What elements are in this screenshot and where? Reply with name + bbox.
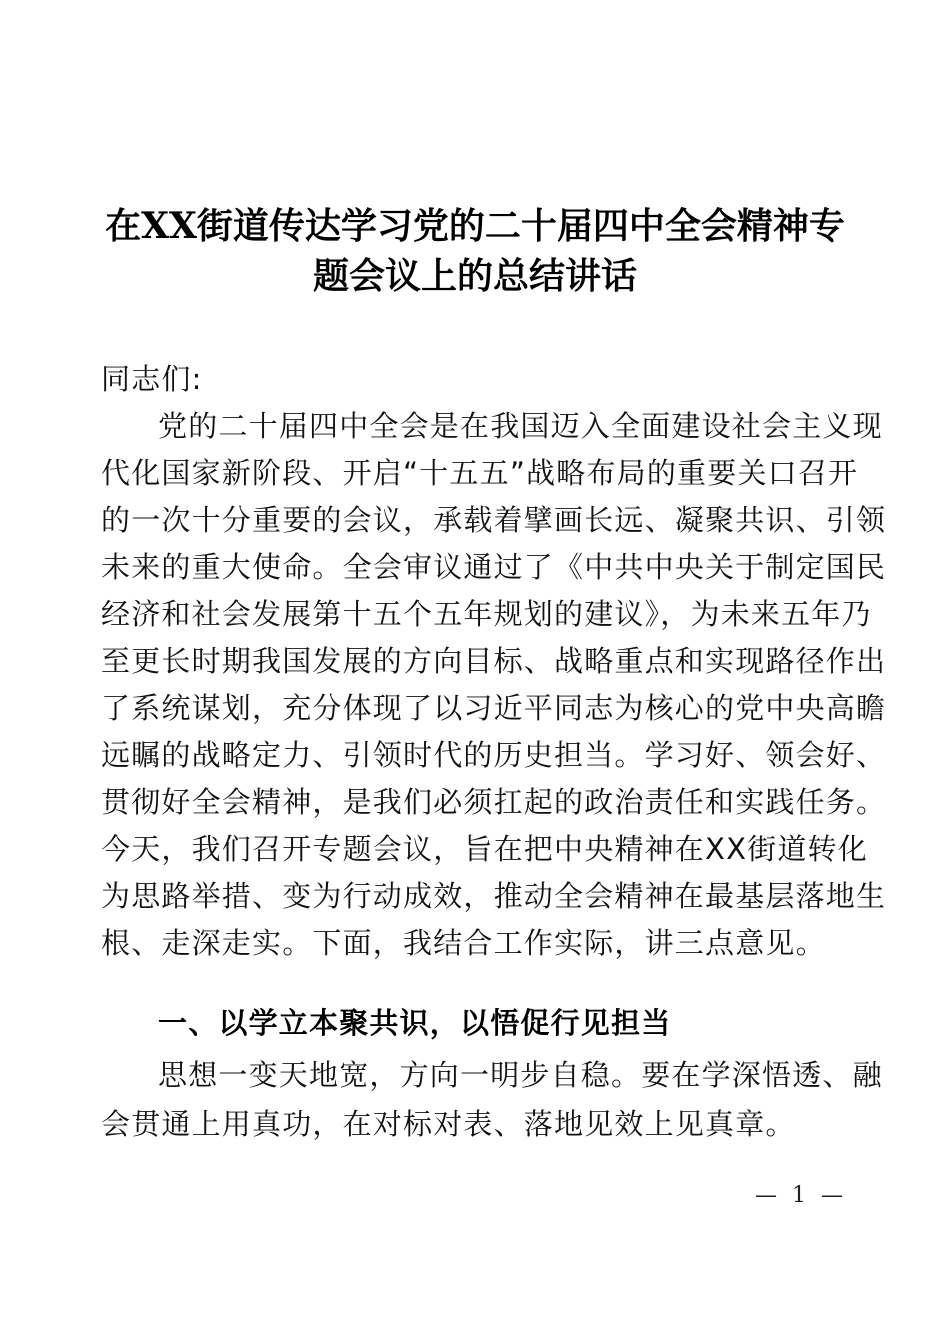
paragraph-1-line: 今天，我们召开专题会议，旨在把中央精神在XX街道转化	[101, 832, 868, 866]
paragraph-1-line: 至更长时期我国发展的方向目标、战略重点和实现路径作出	[101, 644, 887, 678]
paragraph-1-line: 未来的重大使命。全会审议通过了《中共中央关于制定国民	[101, 550, 887, 584]
document-title-line-2: 题会议上的总结讲话	[312, 255, 637, 297]
paragraph-1-line: 贯彻好全会精神，是我们必须扛起的政治责任和实践任务。	[101, 785, 887, 819]
paragraph-2-line: 思想一变天地宽，方向一明步自稳。要在学深悟透、融	[158, 1058, 883, 1092]
paragraph-1-line: 远瞩的战略定力、引领时代的历史担当。学习好、领会好、	[101, 738, 887, 772]
document-title-line-1: 在XX街道传达学习党的二十届四中全会精神专	[105, 205, 845, 247]
salutation: 同志们:	[101, 362, 203, 396]
paragraph-1-line: 代化国家新阶段、开启“十五五”战略布局的重要关口召开	[101, 456, 859, 490]
paragraph-1-line: 为思路举措、变为行动成效，推动全会精神在最基层落地生	[101, 879, 887, 913]
paragraph-1-line: 经济和社会发展第十五个五年规划的建议》，为未来五年乃	[101, 597, 872, 631]
paragraph-1-line: 根、走深走实。下面，我结合工作实际，讲三点意见。	[101, 926, 826, 960]
paragraph-2-line: 会贯通上用真功，在对标对表、落地见效上见真章。	[101, 1107, 796, 1141]
paragraph-1-line: 党的二十届四中全会是在我国迈入全面建设社会主义现	[158, 409, 883, 443]
paragraph-1-line: 了系统谋划，充分体现了以习近平同志为核心的党中央高瞻	[101, 691, 887, 725]
section-1-heading: 一、以学立本聚共识，以悟促行见担当	[158, 1006, 672, 1040]
page-number: — 1 —	[755, 1183, 847, 1208]
paragraph-1-line: 的一次十分重要的会议，承载着擘画长远、凝聚共识、引领	[101, 503, 887, 537]
